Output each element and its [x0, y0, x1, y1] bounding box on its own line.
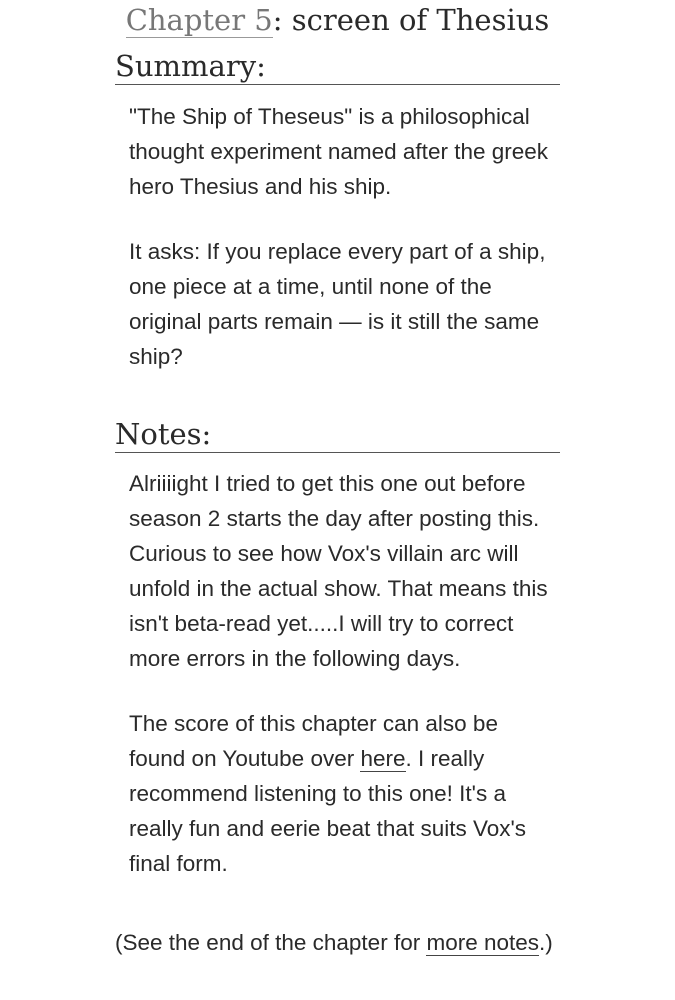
notes-paragraph: Alriiiight I tried to get this one out before season 2 starts the day after posting this. Curious to see how Vox's villain arc will unfold in the actual show. That means this isn't beta-read yet.....I will try to correct more errors in the following days.: [129, 471, 548, 671]
more-notes-link[interactable]: more notes: [426, 930, 540, 955]
youtube-here-link[interactable]: here: [360, 746, 406, 771]
notes-block: [129, 466, 559, 881]
summary-paragraph: "The Ship of Theseus" is a philosophical thought experiment named after the greek hero Thesius and his ship.: [129, 104, 549, 199]
notes-paragraph: [129, 706, 559, 881]
summary-paragraph: It asks: If you replace every part of a ship, one piece at a time, until none of the original parts remain — is it still the same ship?: [129, 239, 546, 369]
chapter-link[interactable]: Chapter 5: [125, 3, 273, 37]
chapter-title-separator: :: [272, 3, 283, 37]
chapter-title: [0, 0, 675, 40]
end-notes-pointer: [115, 927, 555, 958]
end-note-text: .): [539, 930, 553, 955]
notes-paragraph-text: . I really recommend listening to this one! It's a really fun and eerie beat that suits Vox's final form.: [129, 746, 527, 876]
summary-block: [129, 99, 559, 374]
end-note-text: (See the end of the chapter for: [115, 930, 427, 955]
notes-paragraph-text: The score of this chapter can also be found on Youtube over: [129, 711, 498, 771]
summary-heading: Summary:: [115, 48, 560, 85]
chapter-title-text: screen of Thesius: [282, 3, 550, 37]
notes-heading: Notes:: [115, 416, 560, 453]
